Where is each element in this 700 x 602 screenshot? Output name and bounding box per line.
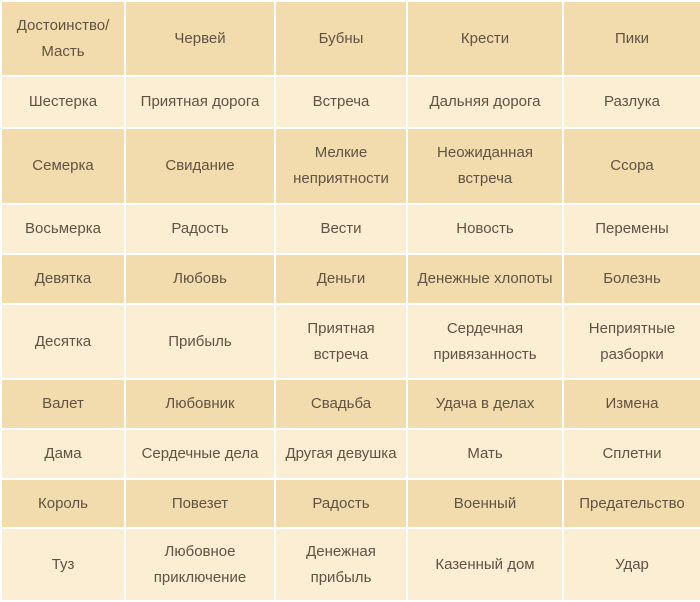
table-cell: Денежные хлопоты: [407, 254, 563, 304]
table-cell: Перемены: [563, 204, 700, 254]
table-cell: Измена: [563, 379, 700, 429]
table-cell: Неприятные разборки: [563, 304, 700, 379]
rank-cell: Десятка: [1, 304, 125, 379]
table-cell: Мелкие неприятности: [275, 128, 407, 204]
table-cell: Приятная встреча: [275, 304, 407, 379]
table-cell: Удача в делах: [407, 379, 563, 429]
table-cell: Сердечная привязанность: [407, 304, 563, 379]
rank-cell: Король: [1, 479, 125, 528]
table-row: [1, 204, 700, 254]
table-row: [1, 254, 700, 304]
table-cell: Мать: [407, 429, 563, 479]
table-cell: Неожиданная встреча: [407, 128, 563, 204]
table-cell: Разлука: [563, 76, 700, 128]
table-row: [1, 429, 700, 479]
rank-cell: Валет: [1, 379, 125, 429]
table-cell: Болезнь: [563, 254, 700, 304]
table-row: [1, 76, 700, 128]
table-cell: Новость: [407, 204, 563, 254]
table-cell: Другая девушка: [275, 429, 407, 479]
table-cell: Радость: [275, 479, 407, 528]
rank-cell: Туз: [1, 528, 125, 601]
table-cell: Дальняя дорога: [407, 76, 563, 128]
header-cell-rank-suit: Достоинство/ Масть: [1, 1, 125, 76]
table-row: [1, 379, 700, 429]
rank-cell: Дама: [1, 429, 125, 479]
header-cell-spades: Пики: [563, 1, 700, 76]
table-cell: Деньги: [275, 254, 407, 304]
rank-cell: Девятка: [1, 254, 125, 304]
table-row: [1, 479, 700, 528]
table-cell: Любовное приключение: [125, 528, 275, 601]
table-cell: Казенный дом: [407, 528, 563, 601]
table-cell: Свадьба: [275, 379, 407, 429]
table-cell: Любовник: [125, 379, 275, 429]
table-cell: Ссора: [563, 128, 700, 204]
rank-cell: Шестерка: [1, 76, 125, 128]
header-cell-hearts: Червей: [125, 1, 275, 76]
table-cell: Предательство: [563, 479, 700, 528]
rank-cell: Семерка: [1, 128, 125, 204]
table-cell: Военный: [407, 479, 563, 528]
header-cell-clubs: Крести: [407, 1, 563, 76]
table-cell: Вести: [275, 204, 407, 254]
table-cell: Любовь: [125, 254, 275, 304]
table-cell: Радость: [125, 204, 275, 254]
table-cell: Повезет: [125, 479, 275, 528]
table-cell: Удар: [563, 528, 700, 601]
table-cell: Прибыль: [125, 304, 275, 379]
rank-cell: Восьмерка: [1, 204, 125, 254]
table-cell: Приятная дорога: [125, 76, 275, 128]
table-cell: Сердечные дела: [125, 429, 275, 479]
table-row: [1, 128, 700, 204]
table-row: [1, 528, 700, 601]
table-cell: Денежная прибыль: [275, 528, 407, 601]
table-cell: Сплетни: [563, 429, 700, 479]
table-cell: Встреча: [275, 76, 407, 128]
table-cell: Свидание: [125, 128, 275, 204]
table-row: [1, 304, 700, 379]
header-cell-diamonds: Бубны: [275, 1, 407, 76]
table-header-row: [1, 1, 700, 76]
